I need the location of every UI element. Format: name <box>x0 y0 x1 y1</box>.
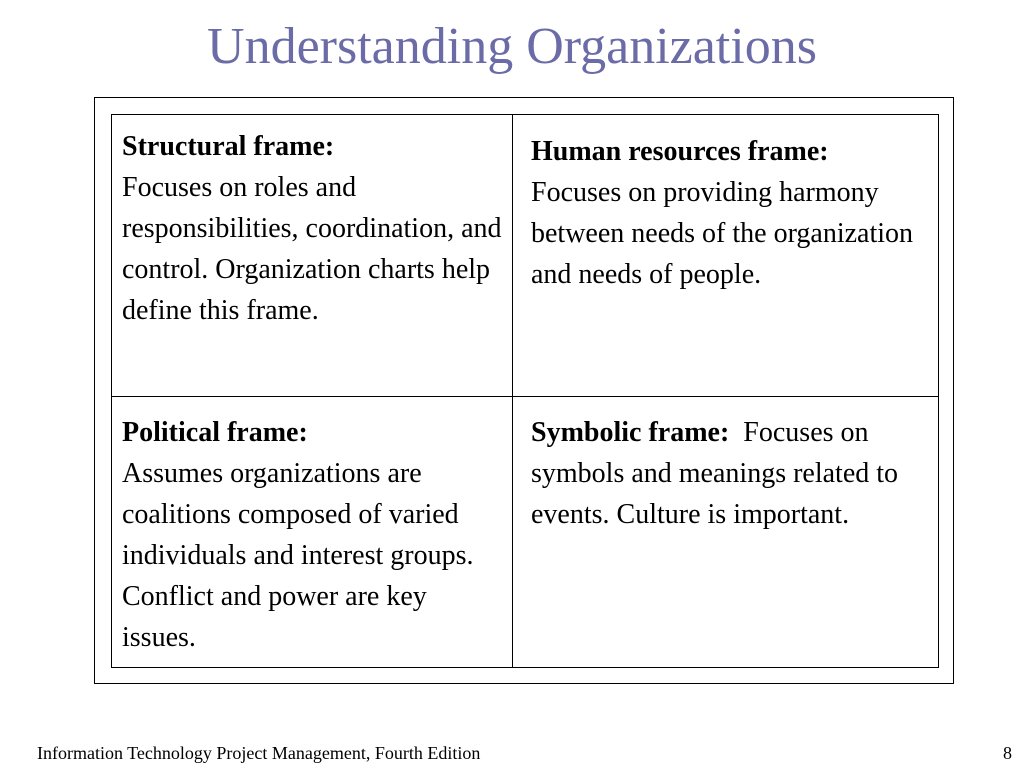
political-frame-text: Assumes organizations are coalitions composed of varied individuals and interest groups. Conflict and power are key issues. <box>122 458 474 653</box>
structural-frame-cell <box>112 115 513 397</box>
symbolic-frame-heading: Symbolic frame: <box>531 417 730 448</box>
political-frame-heading: Political frame: <box>122 417 308 448</box>
four-frames-grid <box>111 114 939 668</box>
symbolic-frame-text: Focuses on symbols and meanings related to events. Culture is important. <box>531 417 899 530</box>
political-frame-cell <box>112 397 513 667</box>
slide-title: Understanding Organizations <box>207 18 817 75</box>
symbolic-frame-cell <box>513 397 938 667</box>
human-resources-frame-cell <box>513 115 938 397</box>
footer-text: Information Technology Project Management, Fourth Edition <box>37 743 481 763</box>
human-resources-frame-text: Focuses on providing harmony between needs of the organization and needs of people. <box>531 177 914 290</box>
structural-frame-text: Focuses on roles and responsibilities, coordination, and control. Organization charts help define this frame. <box>122 172 502 326</box>
structural-frame-heading: Structural frame: <box>122 131 335 162</box>
human-resources-frame-heading: Human resources frame: <box>531 136 829 167</box>
page-number: 8 <box>1003 743 1012 763</box>
